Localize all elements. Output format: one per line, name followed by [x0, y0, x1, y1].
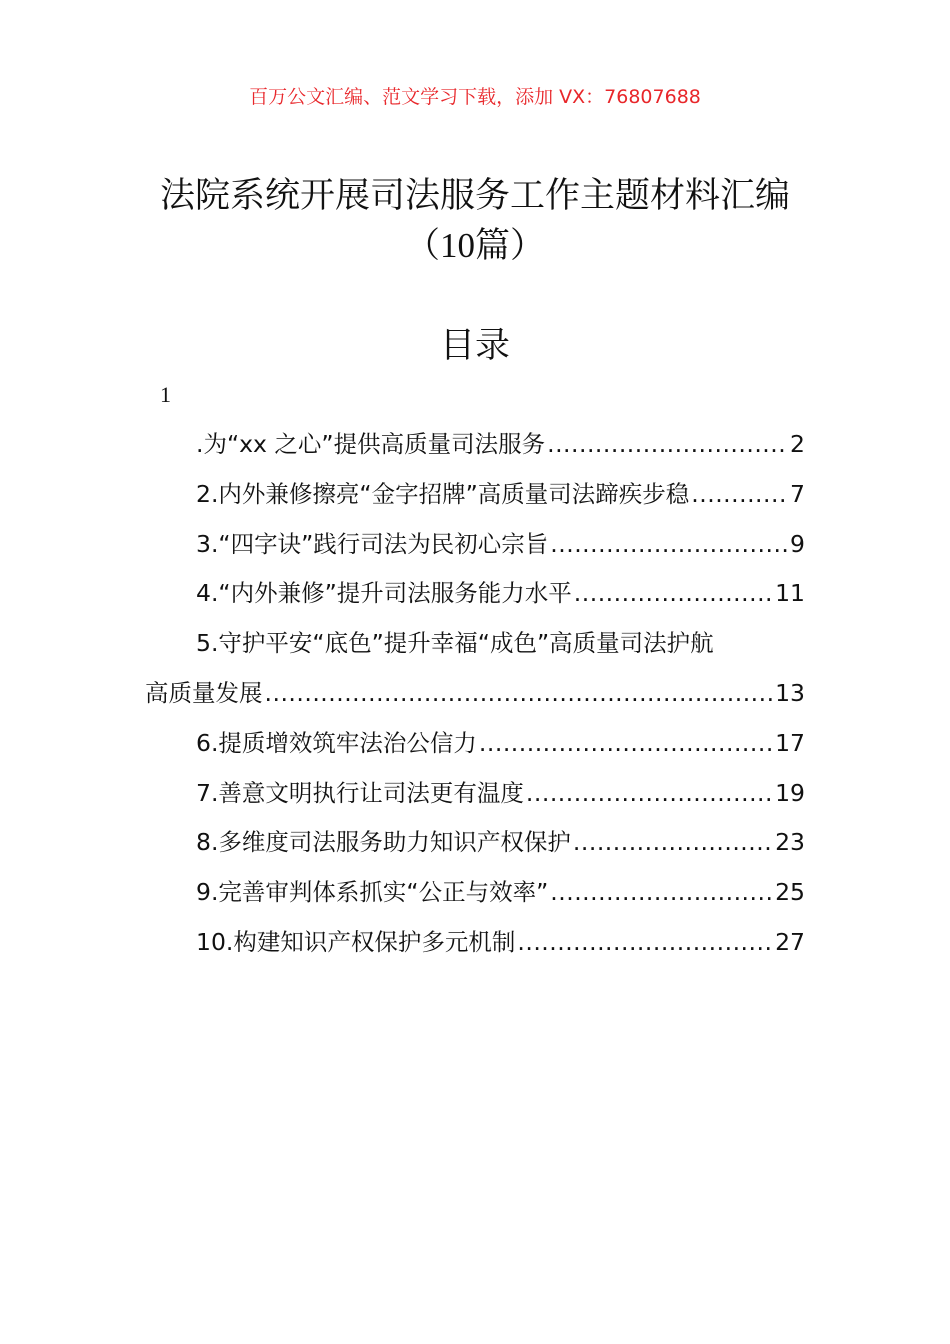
toc-item[interactable]: [145, 723, 805, 773]
stray-number: 1: [160, 382, 171, 407]
toc-item-page: 25: [775, 878, 805, 907]
document-subtitle: [0, 222, 950, 270]
toc-item[interactable]: [145, 623, 805, 673]
toc-item-page: 2: [790, 430, 805, 458]
toc-item-title: 8.多维度司法服务助力知识产权保护: [196, 828, 571, 857]
article-unit: 篇: [474, 226, 510, 266]
toc-item-title: .为“xx 之心”提供高质量司法服务: [196, 430, 546, 458]
toc-item[interactable]: [145, 474, 805, 524]
toc-item-page: 19: [775, 778, 805, 807]
toc-item-page: 7: [790, 479, 805, 508]
paren-close: ）: [510, 226, 546, 266]
toc-item-title: 2.内外兼修擦亮“金字招牌”高质量司法蹄疾步稳: [196, 479, 690, 508]
dot-leader: [479, 723, 773, 763]
toc-item-page: 9: [790, 529, 805, 558]
toc-item-continuation[interactable]: [145, 673, 805, 723]
toc-heading: 目录: [439, 326, 510, 366]
toc-item[interactable]: [145, 922, 805, 972]
toc-item-title: 10.构建知识产权保护多元机制: [196, 927, 516, 956]
toc-item[interactable]: [145, 573, 805, 623]
article-count: 10: [439, 226, 475, 265]
toc-item[interactable]: [145, 872, 805, 922]
dot-leader: [517, 922, 773, 962]
dot-leader: [550, 872, 773, 912]
table-of-contents: [145, 424, 805, 972]
dot-leader: [526, 773, 773, 813]
toc-item-title: 5.守护平安“底色”提升幸福“成色”高质量司法护航: [196, 629, 714, 658]
toc-item-page: 17: [775, 728, 805, 757]
document-title: 法院系统开展司法服务工作主题材料汇编: [159, 176, 790, 216]
watermark-contact: 百万公文汇编、范文学习下载，添加 VX：76807688: [249, 86, 701, 108]
toc-item-page: 13: [775, 678, 805, 707]
toc-item-title: 6.提质增效筑牢法治公信力: [196, 728, 477, 757]
paren-open: （: [404, 226, 440, 266]
toc-item[interactable]: [145, 773, 805, 823]
dot-leader: [573, 822, 773, 862]
toc-item-page: 27: [775, 927, 805, 956]
toc-item[interactable]: [145, 524, 805, 574]
toc-item[interactable]: [145, 424, 805, 474]
toc-item-title: 7.善意文明执行让司法更有温度: [196, 778, 524, 807]
toc-item-title: 3.“四字诀”践行司法为民初心宗旨: [196, 529, 549, 558]
dot-leader: [691, 474, 788, 514]
toc-item-title: 9.完善审判体系抓实“公正与效率”: [196, 878, 549, 907]
toc-item-page: 23: [775, 828, 805, 857]
toc-item-title: 4.“内外兼修”提升司法服务能力水平: [196, 579, 572, 608]
dot-leader: [265, 673, 774, 713]
toc-item-page: 11: [775, 579, 805, 608]
toc-item-title-continuation: 高质量发展: [145, 678, 263, 707]
dot-leader: [550, 524, 788, 564]
toc-item[interactable]: [145, 822, 805, 872]
dot-leader: [574, 573, 773, 613]
dot-leader: [547, 424, 788, 464]
